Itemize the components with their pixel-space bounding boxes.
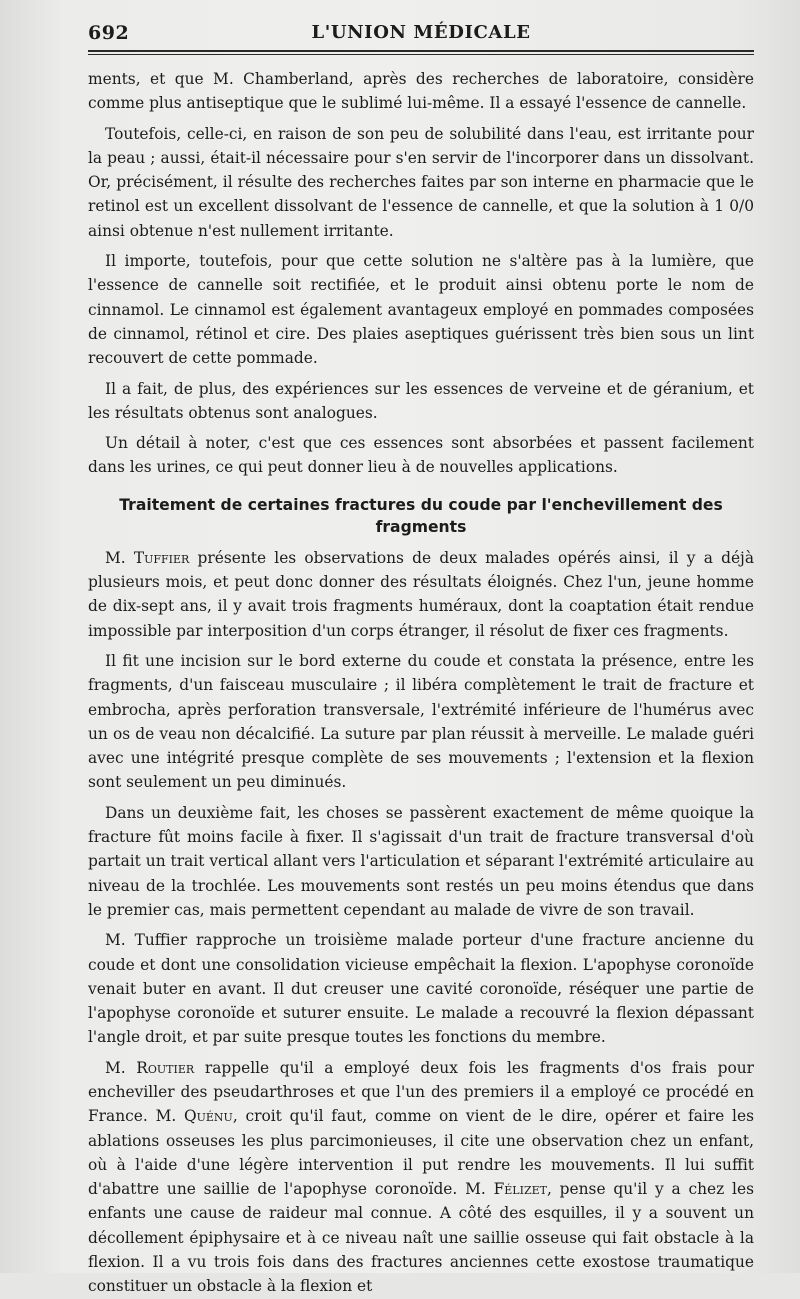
header-rule: [88, 50, 754, 55]
section-title: Traitement de certaines fractures du coude par l'enchevillement des fragments: [119, 495, 723, 536]
paragraph-tuffier: [88, 546, 754, 643]
paragraph: ments, et que M. Chamberland, après des recherches de laboratoire, considère comme plus antiseptique que le sublimé lui-même. Il a essayé l'essence de cannelle.: [88, 70, 754, 113]
paragraph: Il a fait, de plus, des expériences sur les essences de verveine et de géranium, et les résultats obtenus sont analogues.: [88, 379, 754, 422]
paragraph: Dans un deuxième fait, les choses se passèrent exactement de même quoique la fracture fût moins facile à fixer. Il s'agissait d'un trait de fracture transversal d'où partait un trait vertical allant vers l'articulation et séparant l'extrémité articulaire au niveau de la trochlée. Les mouvements sont restés un peu moins étendus que dans le premier cas, mais permettent cependant au malade de vivre de son travail.: [88, 803, 754, 919]
paragraph-text: rappelle qu'il a employé deux fois les fragments d'os frais pour encheviller des pseudarthroses et que l'un des premiers il a employé ce procédé en France.: [88, 1058, 754, 1126]
paragraph-text: présente les observations de deux malades opérés ainsi, il y a déjà plusieurs mois, et peut donc donner des résultats éloignés. Chez l'un, jeune homme de dix-sept ans, il y avait trois fragments huméraux, dont la coaptation était rendue impossible par interposition d'un corps étranger, il résolut de fixer ces fragments.: [88, 548, 754, 640]
speaker-name: M. Félizet: [465, 1180, 547, 1199]
paragraph: M. Tuffier rapproche un troisième malade porteur d'une fracture ancienne du coude et dont une consolidation vicieuse empêchait la flexion. L'apophyse coronoïde venait buter en avant. Il dut creuser une cavité coronoïde, réséquer une partie de l'apophyse coronoïde et suturer ensuite. Le malade a recouvré la flexion dépassant l'angle droit, et par suite presque toutes les fonctions du membre.: [88, 931, 754, 1047]
paragraph: Il fit une incision sur le bord externe du coude et constata la présence, entre les fragments, d'un faisceau musculaire ; il libéra complètement le trait de fracture et embrocha, après perforation transversale, l'extrémité inférieure de l'humérus avec un os de veau non décalcifié. La suture par plan réussit à merveille. Le malade guéri avec une intégrité presque complète de ses mouvements ; l'extension et la flexion sont seulement un peu diminués.: [88, 651, 754, 792]
paragraph-routier: [88, 1056, 754, 1299]
speaker-name: M. Tuffier: [105, 548, 190, 567]
article-body: [88, 67, 754, 1299]
running-title: L'UNION MÉDICALE: [311, 22, 531, 43]
paragraph: Un détail à noter, c'est que ces essences sont absorbées et passent facilement dans les urines, ce qui peut donner lieu à de nouvelles applications.: [88, 434, 754, 477]
paragraph: Il importe, toutefois, pour que cette solution ne s'altère pas à la lumière, que l'essence de cannelle soit rectifiée, et le produit ainsi obtenu porte le nom de cinnamol. Le cinnamol est également avantageux employé en pommades composées de cinnamol, rétinol et cire. Des plaies aseptiques guérissent très bien sous un lint recouvert de cette pommade.: [88, 252, 754, 368]
paragraph-text: , pense qu'il y a chez les enfants une cause de raideur mal connue. A côté des esquilles, il y a souvent un décollement épiphysaire et à ce niveau naît une saillie osseuse qui fait obstacle à la flexion. Il a vu trois fois dans des fractures anciennes cette exostose traumatique constituer un obstacle à la flexion et: [88, 1180, 754, 1296]
speaker-name: M. Quénu: [155, 1107, 233, 1126]
page-header: [88, 14, 754, 50]
paragraph-text: , croit qu'il faut, comme on vient de le dire, opérer et faire les ablations osseuses les plus parcimonieuses, il cite une observation chez un enfant, où à l'aide d'une légère intervention il put rendre les mouvements. Il lui suffit d'abattre une saillie de l'apophyse coronoïde.: [88, 1107, 754, 1199]
paragraph: Toutefois, celle-ci, en raison de son peu de solubilité dans l'eau, est irritante pour la peau ; aussi, était-il nécessaire pour s'en servir de l'incorporer dans un dissolvant. Or, précisément, il résulte des recherches faites par son interne en pharmacie que le retinol est un excellent dissolvant de l'essence de cannelle, et que la solution à 1 0/0 ainsi obtenue n'est nullement irritante.: [88, 124, 754, 240]
page-number: 692: [88, 22, 130, 44]
speaker-name: M. Routier: [105, 1058, 195, 1077]
